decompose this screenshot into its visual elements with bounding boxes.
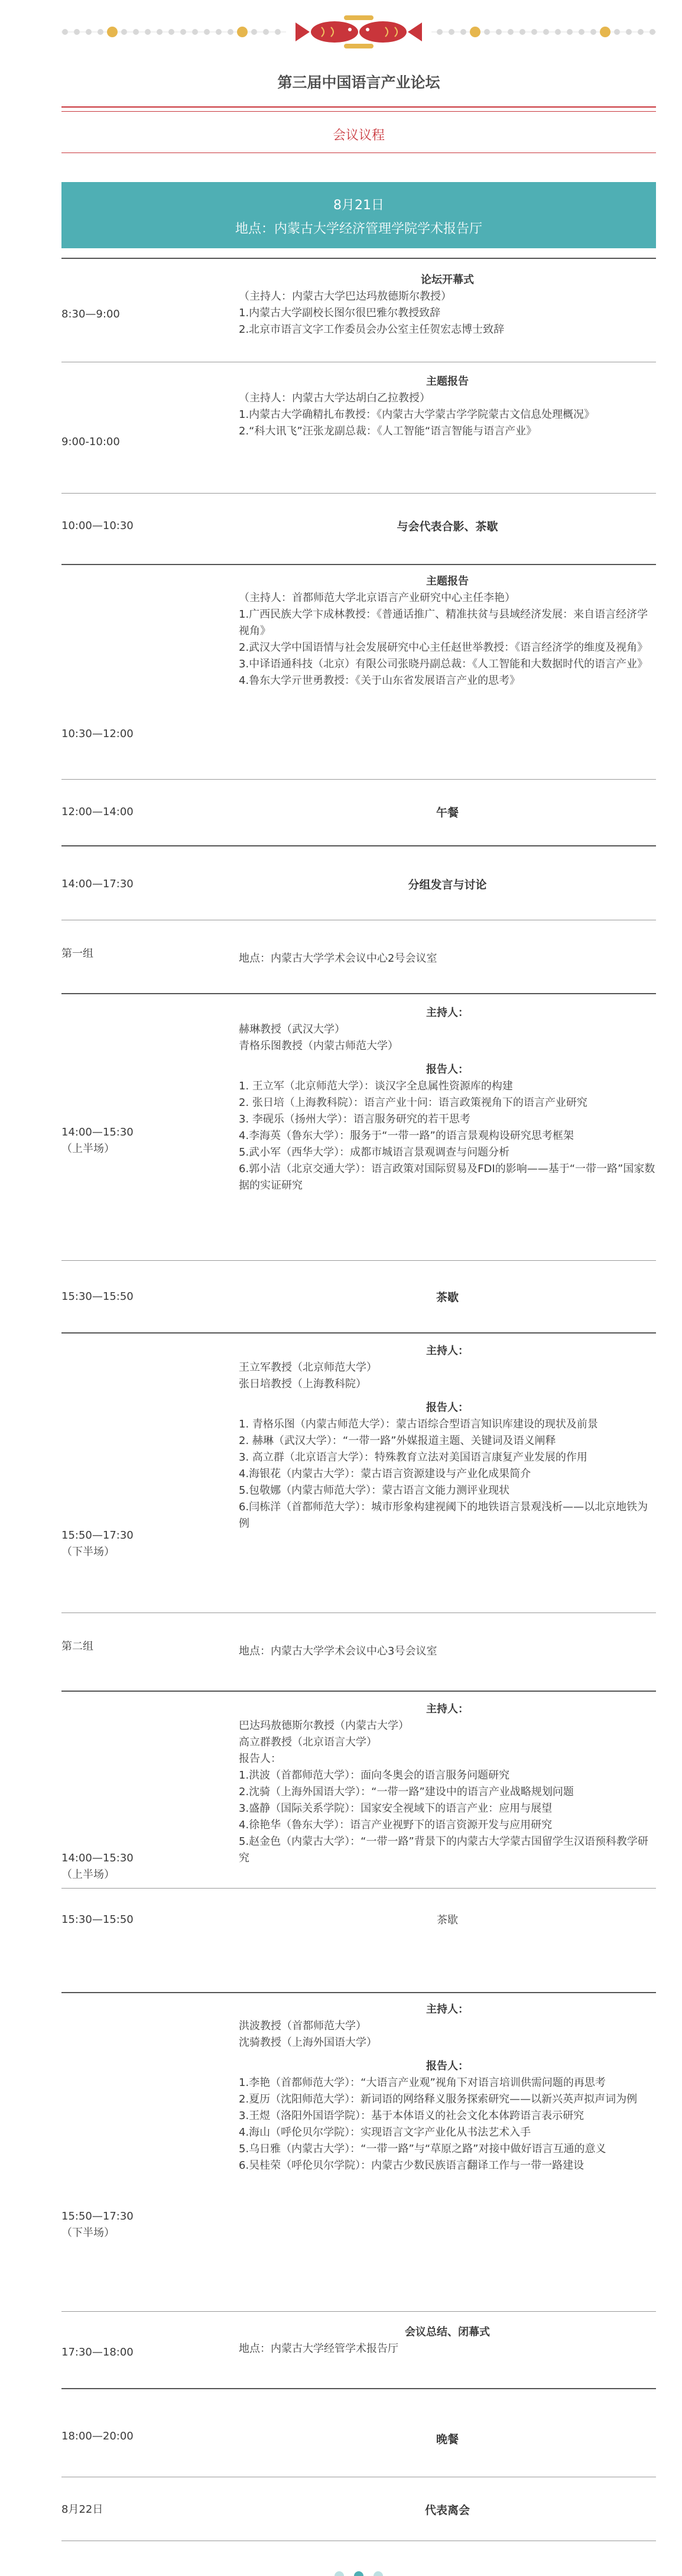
top-ornament [61,14,656,50]
row-heading: 午餐 [436,806,459,819]
row-divider [61,2311,656,2312]
row-line: 1.广西民族大学卞成林教授：《普通话推广、精准扶贫与县域经济发展：来自语言经济学视角》 [239,608,648,637]
host-heading: 主持人： [426,1345,469,1357]
row-time: 15:30—15:50 [61,1290,134,1303]
row-time: 17:30—18:00 [61,2346,134,2358]
row-heading: 论坛开幕式 [421,274,474,286]
row-line: 4.海山（呼伦贝尔学院）：实现语言文字产业化从书法艺术入手 [239,2126,531,2139]
row-line: 地点：内蒙古大学经管学术报告厅 [239,2343,398,2355]
row-divider [61,1691,656,1692]
host-line: 青格乐图教授（内蒙古师范大学） [239,1040,398,1052]
row-time-half: （上半场） [61,1143,115,1155]
dot-border-right [431,27,656,37]
row-line: 5.武小军（西华大学）：成都市城语言景观调查与问题分析 [239,1146,510,1159]
dot-border-left [61,27,286,37]
row-line: 4.徐艳华（鲁东大学）：语言产业视野下的语言资源开发与应用研究 [239,1819,553,1831]
row-heading: 与会代表合影、茶歇 [397,520,498,533]
row-time [61,1850,221,1883]
row-line: 1.洪波（首都师范大学）：面向冬奥会的语言服务问题研究 [239,1769,510,1782]
row-line: 6.郭小洁（北京交通大学）：语言政策对国际贸易及FDI的影响——基于“一带一路”国家数据的实证研究 [239,1163,655,1192]
row-line: （主持人：内蒙古大学巴达玛敖德斯尔教授） [239,290,452,303]
row-time-half: （下半场） [61,2227,115,2239]
row-line: 2.“科大讯飞”汪张龙副总裁：《人工智能“语言智能与语言产业》 [239,425,537,437]
row-time: 9:00-10:00 [61,436,120,448]
row-line: 1.内蒙古大学确精扎布教授：《内蒙古大学蒙古学学院蒙古文信息处理概况》 [239,408,595,421]
row-line: 1.内蒙古大学副校长图尔很巴雅尔教授致辞 [239,307,441,319]
row-time [61,1527,221,1560]
row-line: 2.夏历（沈阳师范大学）：新词语的网络释义服务探索研究——以新兴英声拟声词为例 [239,2093,638,2105]
row-time: 8:30—9:00 [61,308,120,320]
row-divider [61,2388,656,2389]
row-time: 15:30—15:50 [61,1913,134,1926]
row-line: 3. 李砚乐（扬州大学）：语言服务研究的若干思考 [239,1113,470,1125]
banner-date: 8月21日 [333,198,384,213]
row-divider [61,1332,656,1334]
fish-emblem [295,15,422,48]
row-time-half: （下半场） [61,1546,115,1558]
row-line: 3.王煜（洛阳外国语学院）：基于本体语义的社会文化本体跨语言表示研究 [239,2110,584,2122]
section-subtitle: 会议议程 [332,128,385,143]
row-time [61,1124,221,1157]
row-divider [61,564,656,565]
row-line: （主持人：内蒙古大学达胡白乙拉教授） [239,392,430,404]
host-line: 洪波教授（首都师范大学） [239,2020,366,2032]
row-line: 5.乌日雅（内蒙古大学）：“一带一路”与“草原之路”对接中做好语言互通的意义 [239,2143,606,2155]
row-line: 3. 高立群（北京语言大学）：特殊教育立法对美国语言康复产业发展的作用 [239,1451,587,1464]
row-line: 3.盛静（国际关系学院）：国家安全视域下的语言产业：应用与展望 [239,1802,553,1815]
row-line: （主持人：首都师范大学北京语言产业研究中心主任李艳） [239,592,515,604]
row-time-main: 14:00—15:30 [61,1852,134,1864]
agenda-row-group1-first [239,1005,656,1194]
host-line: 王立军教授（北京师范大学） [239,1361,377,1374]
row-line: 2. 张日培（上海教科院）：语言产业十问：语言政策视角下的语言产业研究 [239,1096,587,1109]
title-divider [61,106,656,108]
row-time: 第一组 [61,948,93,960]
row-heading: 茶歇 [436,1291,459,1304]
row-line: 2.武汉大学中国语情与社会发展研究中心主任赵世举教授：《语言经济学的维度及视角》 [239,641,648,654]
reporter-heading: 报告人： [426,2060,469,2072]
host-line: 张日培教授（上海教科院） [239,1378,366,1390]
agenda-row-group2-first [239,1701,656,1867]
row-line: 3.中译语通科技（北京）有限公司张晓丹副总裁：《人工智能和大数据时代的语言产业》 [239,658,648,670]
row-divider [61,779,656,780]
reporter-heading: 报告人： [426,1063,469,1076]
row-line: 5.赵金色（内蒙古大学）：“一带一路”背景下的内蒙古大学蒙古国留学生汉语预科教学研究 [239,1835,648,1864]
row-time-half: （上半场） [61,1868,115,1881]
row-time-main: 14:00—15:30 [61,1126,134,1138]
row-divider [61,258,656,259]
row-text: 地点：内蒙古大学学术会议中心3号会议室 [239,1645,437,1657]
row-time-main: 15:50—17:30 [61,1529,134,1542]
row-line: 1.李艳（首都师范大学）：“大语言产业观”视角下对语言培训供需问题的再思考 [239,2077,606,2089]
row-time: 10:00—10:30 [61,520,134,532]
row-divider [61,1888,656,1889]
row-heading: 会议总结、闭幕式 [405,2326,490,2338]
reporter-label: 报告人： [239,1753,281,1765]
row-heading: 分组发言与讨论 [408,878,487,891]
row-divider [61,1260,656,1261]
host-line: 赫琳教授（武汉大学） [239,1023,345,1036]
row-line: 6.闫栋洋（首都师范大学）：城市形象构建视阈下的地铁语言景观浅析——以北京地铁为例 [239,1501,648,1530]
row-time-main: 15:50—17:30 [61,2210,134,2223]
row-text: 茶歇 [437,1914,458,1926]
row-line: 1. 青格乐图（内蒙古师范大学）：蒙古语综合型语言知识库建设的现状及前景 [239,1418,598,1430]
row-time: 10:30—12:00 [61,728,134,740]
row-text: 地点：内蒙古大学学术会议中心2号会议室 [239,952,437,965]
host-heading: 主持人： [426,1007,469,1019]
bottom-ornament [61,2568,656,2576]
row-line: 4.李海英（鲁东大学）：服务于“一带一路”的语言景观构设研究思考框架 [239,1130,574,1142]
agenda-row-keynote-2 [239,573,656,689]
row-time: 18:00—20:00 [61,2430,134,2442]
row-line: 1. 王立军（北京师范大学）：谈汉字全息属性资源库的构建 [239,1080,513,1092]
host-heading: 主持人： [426,2003,469,2016]
row-line: 2. 赫琳（武汉大学）：“一带一路”外媒报道主题、关键词及语义阐释 [239,1435,556,1447]
row-line: 4.海银花（内蒙古大学）：蒙古语言资源建设与产业化成果简介 [239,1468,531,1480]
row-heading: 晚餐 [436,2433,459,2446]
host-heading: 主持人： [426,1703,469,1715]
host-line: 巴达玛敖德斯尔教授（内蒙古大学） [239,1720,409,1732]
row-line: 4.鲁东大学亓世勇教授：《关于山东省发展语言产业的思考》 [239,674,521,687]
date-banner [61,182,656,248]
row-line: 6.吴桂荣（呼伦贝尔学院）：内蒙古少数民族语言翻译工作与一带一路建设 [239,2159,584,2172]
row-line: 5.包敬娜（内蒙古师范大学）：蒙古语言文能力测评业现状 [239,1484,510,1497]
row-time: 12:00—14:00 [61,806,134,818]
row-time: 8月22日 [61,2503,103,2516]
agenda-row-closing [239,2324,656,2357]
host-line: 沈骑教授（上海外国语大学） [239,2036,377,2049]
row-divider [61,493,656,494]
agenda-row-group2-second [239,2001,656,2174]
host-line: 高立群教授（北京语言大学） [239,1736,377,1748]
reporter-heading: 报告人： [426,1401,469,1414]
row-line: 2.北京市语言文字工作委员会办公室主任贺宏志博士致辞 [239,323,505,336]
banner-venue: 地点：内蒙古大学经济管理学院学术报告厅 [235,222,482,236]
row-divider [61,993,656,994]
agenda-row-opening [239,272,656,338]
row-divider [61,845,656,846]
row-divider [61,1992,656,1993]
row-heading: 主题报告 [426,575,469,588]
row-line: 2.沈骑（上海外国语大学）：“一带一路”建设中的语言产业战略规划问题 [239,1786,574,1798]
page-title: 第三届中国语言产业论坛 [277,74,440,91]
agenda-row-group1-second [239,1343,656,1532]
row-time: 14:00—17:30 [61,878,134,890]
agenda-row-keynote-1 [239,374,656,440]
title-divider-thin [61,111,656,112]
row-time: 第二组 [61,1640,93,1653]
row-heading: 代表离会 [424,2504,470,2517]
row-heading: 主题报告 [426,375,469,388]
row-time [61,2208,221,2241]
